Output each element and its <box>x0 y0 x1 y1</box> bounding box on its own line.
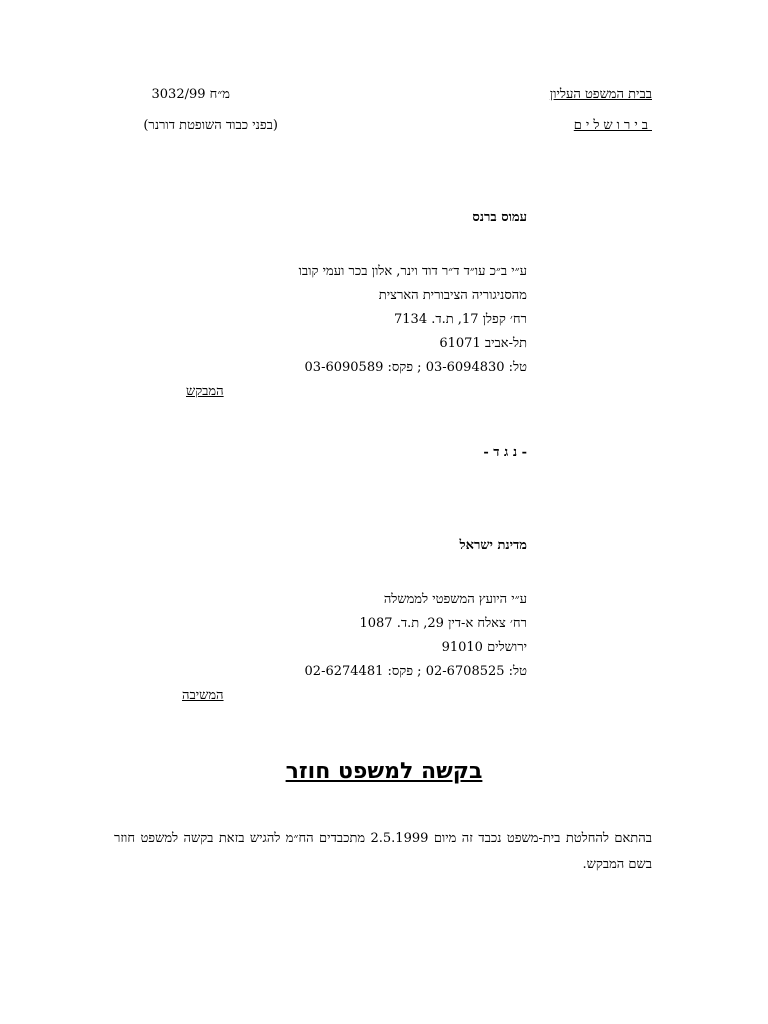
versus-separator: - נ ג ד - <box>483 445 527 460</box>
respondent-counsel-line: ע״י היועץ המשפטי לממשלה <box>383 592 527 607</box>
applicant-counsel-line: ע״י ב״כ עו״ד ד״ר דוד וינר, אלון בכר ועמי קובו <box>298 264 527 279</box>
applicant-address-line: רח׳ קפלן 17, ת.ד. 7134 <box>394 312 527 327</box>
body-paragraph: בהתאם להחלטת בית-משפט נכבד זה מיום 2.5.1999 מתכבדים הח״מ להגיש בזאת בקשה למשפט חוזר בשם המבקש. <box>114 831 652 872</box>
respondent-name: מדינת ישראל <box>459 538 527 553</box>
respondent-role-label: המשיבה <box>182 688 224 703</box>
applicant-phone-line: טל: 03-6094830 ; פקס: 03-6090589 <box>304 360 527 375</box>
document-title: בקשה למשפט חוזר <box>285 759 483 784</box>
court-city: בירושלים <box>573 118 652 133</box>
case-number: מ״ח 3032/99 <box>151 87 230 102</box>
applicant-role-label: המבקש <box>186 384 224 399</box>
applicant-office-line: מהסניגוריה הציבורית הארצית <box>378 288 527 303</box>
applicant-city-line: תל-אביב 61071 <box>439 336 527 351</box>
judge-line: (בפני כבוד השופטת דורנר) <box>143 118 278 133</box>
respondent-phone-line: טל: 02-6708525 ; פקס: 02-6274481 <box>304 664 527 679</box>
respondent-address-line: רח׳ צאלח א-דין 29, ת.ד. 1087 <box>359 616 527 631</box>
court-name: בבית המשפט העליון <box>549 87 652 102</box>
respondent-city-line: ירושלים 91010 <box>441 640 527 655</box>
applicant-name: עמוס ברנס <box>472 210 527 225</box>
